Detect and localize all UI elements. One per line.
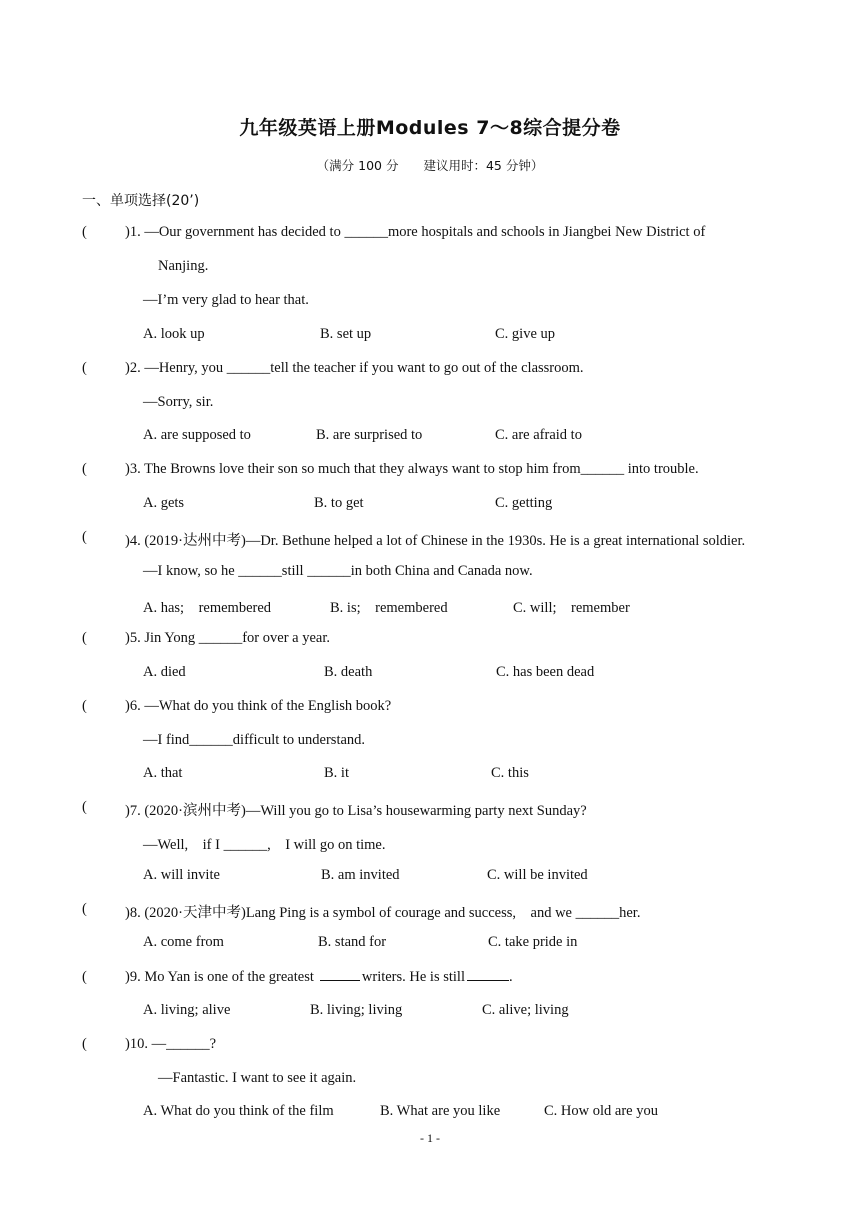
- answer-paren: (: [82, 901, 87, 917]
- option-c: C. will; remember: [513, 600, 630, 616]
- option-a: A. will invite: [143, 867, 220, 883]
- question-stem-part: )9. Mo Yan is one of the greatest: [125, 969, 314, 985]
- option-a: A. gets: [143, 495, 185, 511]
- answer-paren: (: [82, 224, 87, 240]
- option-c: C. alive; living: [482, 1002, 569, 1018]
- document-title: 九年级英语上册Modules 7～8综合提分卷: [239, 117, 621, 139]
- option-a: A. are supposed to: [143, 427, 251, 443]
- question-stem: [125, 969, 513, 986]
- question-stem: )6. —What do you think of the English book?: [125, 698, 392, 714]
- option-b: B. living; living: [310, 1002, 403, 1018]
- page-number: - 1 -: [420, 1131, 440, 1145]
- option-b: B. are surprised to: [316, 427, 423, 443]
- option-b: B. am invited: [321, 867, 400, 883]
- answer-paren: (: [82, 360, 87, 376]
- option-c: C. has been dead: [496, 664, 595, 680]
- question-reply: —Well, if I ______, I will go on time.: [143, 837, 386, 853]
- option-b: B. death: [324, 664, 373, 680]
- question-reply: —I find______difficult to understand.: [143, 732, 366, 748]
- question-reply: —I know, so he ______still ______in both China and Canada now.: [143, 563, 533, 579]
- question-stem: )8. (2020·天津中考)Lang Ping is a symbol of courage and success, and we ______her.: [125, 905, 641, 921]
- option-b: B. to get: [314, 495, 364, 511]
- option-a: A. that: [143, 765, 183, 781]
- option-a: A. look up: [143, 326, 205, 342]
- answer-paren: (: [82, 461, 87, 477]
- option-b: B. stand for: [318, 934, 387, 950]
- option-c: C. give up: [495, 326, 556, 342]
- document-subtitle: （满分 100 分 建议用时：45 分钟）: [316, 158, 544, 173]
- option-a: A. come from: [143, 934, 224, 950]
- answer-blank: [467, 969, 509, 981]
- question-stem-part: .: [509, 969, 513, 985]
- answer-paren: (: [82, 969, 87, 985]
- question-stem: )7. (2020·滨州中考)—Will you go to Lisa’s housewarming party next Sunday?: [125, 803, 587, 819]
- option-c: C. take pride in: [488, 934, 578, 950]
- option-b: B. is; remembered: [330, 600, 448, 616]
- option-c: C. this: [491, 765, 529, 781]
- question-stem: )2. —Henry, you ______tell the teacher if you want to go out of the classroom.: [125, 360, 584, 376]
- option-b: B. What are you like: [380, 1103, 501, 1119]
- option-c: C. getting: [495, 495, 553, 511]
- answer-paren: (: [82, 698, 87, 714]
- question-stem: )3. The Browns love their son so much that they always want to stop him from______ into trouble.: [125, 461, 699, 477]
- question-reply: —I’m very glad to hear that.: [143, 292, 309, 308]
- question-stem-part: writers. He is still: [361, 969, 465, 985]
- section-heading: 一、单项选择(20’): [82, 193, 200, 209]
- option-a: A. living; alive: [143, 1002, 231, 1018]
- question-stem: )5. Jin Yong ______for over a year.: [125, 630, 330, 646]
- question-stem-continued: Nanjing.: [158, 258, 209, 274]
- option-b: B. it: [324, 765, 349, 781]
- answer-paren: (: [82, 529, 87, 545]
- question-reply: —Sorry, sir.: [143, 394, 214, 410]
- option-c: C. will be invited: [487, 867, 588, 883]
- question-stem: )10. —______?: [125, 1036, 217, 1052]
- question-reply: —Fantastic. I want to see it again.: [158, 1070, 357, 1086]
- answer-paren: (: [82, 630, 87, 646]
- option-a: A. has; remembered: [143, 600, 272, 616]
- option-c: C. are afraid to: [495, 427, 582, 443]
- question-stem: )1. —Our government has decided to ______more hospitals and schools in Jiangbei New District of: [125, 224, 706, 240]
- answer-paren: (: [82, 1036, 87, 1052]
- option-c: C. How old are you: [544, 1103, 658, 1119]
- question-stem: )4. (2019·达州中考)—Dr. Bethune helped a lot of Chinese in the 1930s. He is a great international soldier.: [125, 533, 746, 549]
- option-b: B. set up: [320, 326, 372, 342]
- option-a: A. died: [143, 664, 186, 680]
- option-a: A. What do you think of the film: [143, 1103, 334, 1119]
- answer-paren: (: [82, 799, 87, 815]
- answer-blank: [320, 969, 360, 981]
